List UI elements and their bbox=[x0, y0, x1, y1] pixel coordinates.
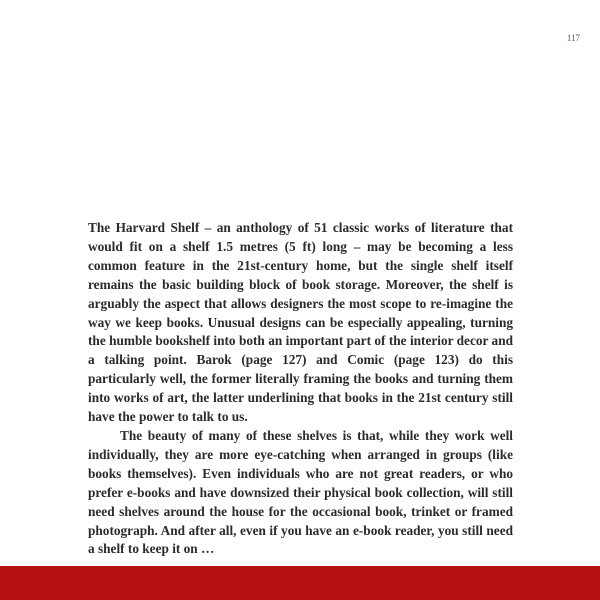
footer-color-band bbox=[0, 566, 600, 600]
paragraph: The beauty of many of these shelves is that, while they work well individually, they are more eye-catching when arranged in groups (like books themselves). Even individuals who are not great readers, or who prefer e-books and have downsized their physical book collection, will still need shelves around the house for the occasional book, trinket or framed photograph. And after all, even if you have an e-book reader, you still need a shelf to keep it on … bbox=[88, 427, 513, 557]
paragraph: The Harvard Shelf – an anthology of 51 classic works of literature that would fit on a shelf 1.5 metres (5 ft) long – may be becoming a less common feature in the 21st-century home, but the single shelf itself remains the basic building block of book storage. Moreover, the shelf is arguably the aspect that allows designers the most scope to re-imagine the way we keep books. Unusual designs can be especially appealing, turning the humble bookshelf into both an important part of the interior decor and a talking point. Barok (page 127) and Comic (page 123) do this particularly well, the former literally framing the books and turning them into works of art, the latter underlining that books in the 21st century still have the power to talk to us. bbox=[88, 220, 513, 425]
page-number: 117 bbox=[566, 33, 580, 43]
article-body bbox=[88, 219, 513, 559]
